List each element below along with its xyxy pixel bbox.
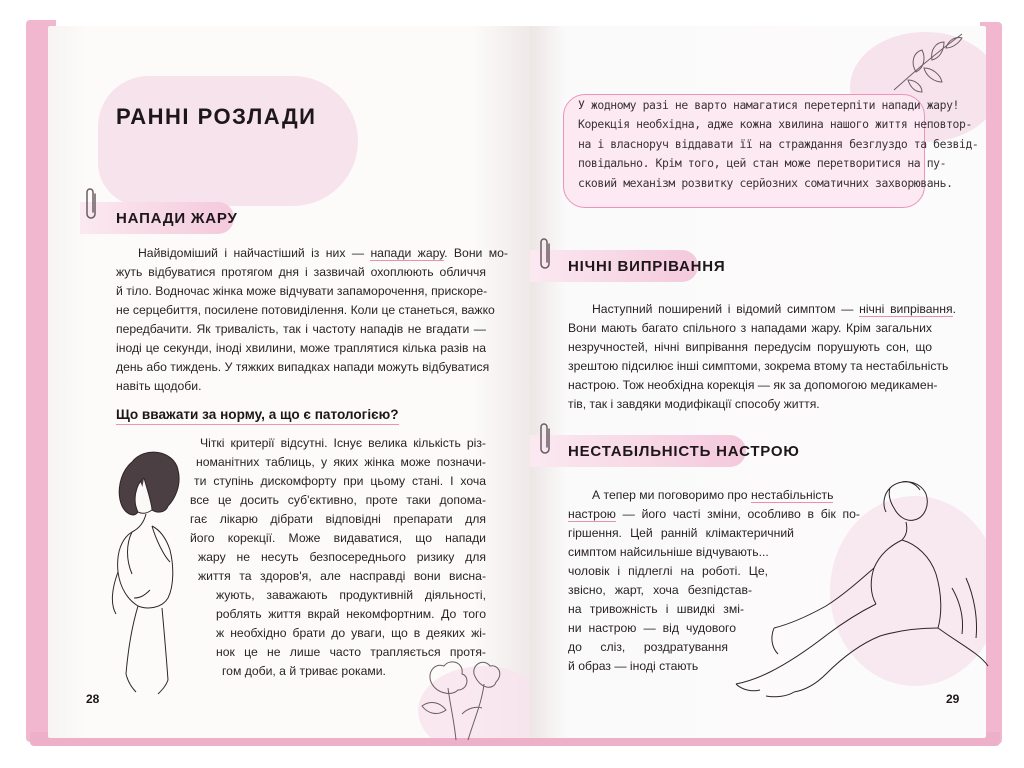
text-line: роблять життя вкрай некомфортним. До того — [216, 607, 486, 621]
flower-illustration — [412, 654, 508, 740]
highlighted-term: настрою — [568, 507, 616, 521]
text-line — [116, 301, 495, 320]
text-line — [568, 300, 956, 319]
night-sweats-paragraph — [568, 300, 956, 414]
text-line — [568, 638, 728, 657]
text-segment: й образ — іноді стають — [568, 659, 699, 673]
text-segment: до сліз, роздратування — [568, 640, 728, 654]
text-line: його корекції. Може видаватися, що напади — [190, 531, 486, 545]
text-line — [568, 600, 744, 619]
text-line — [568, 657, 716, 676]
text-segment: . — [952, 302, 956, 316]
text-line — [116, 339, 486, 358]
callout-text — [578, 96, 979, 193]
text-line — [116, 244, 508, 263]
text-segment: Вони мають багато спільного з нападами жару. Крім загальних — [568, 321, 932, 335]
callout-line: на і власноруч віддавати її на страждання безглуздо та безвід- — [578, 136, 979, 151]
text-line: жують, заважають продуктивній діяльності, — [216, 588, 486, 602]
text-segment: й тіло. Водночас жінка може відчувати запаморочення, прискоре- — [116, 284, 488, 298]
text-segment: передбачити. Як тривалість, так і частоту нападів не вгадати — — [116, 322, 486, 336]
highlighted-term: нічні випрівання — [859, 302, 953, 316]
text-segment: гіршення. Цей ранній клімактеричний — [568, 526, 794, 540]
text-line — [568, 395, 932, 414]
paperclip-icon — [538, 421, 554, 457]
text-segment: незручностей, нічні випрівання передусім порушують сон, що — [568, 340, 932, 354]
text-segment: навіть щодоби. — [116, 379, 202, 393]
text-segment: тів, так і завдяки модифікації способу життя. — [568, 397, 820, 411]
text-segment: настрою. Тож необхідна корекція — як за допомогою медикамен- — [568, 378, 938, 392]
highlighted-term: нестабільність — [750, 488, 834, 502]
hot-flashes-paragraph — [116, 244, 508, 396]
norm-paragraph — [0, 434, 490, 681]
text-segment: на тривожність і швидкі змі- — [568, 602, 744, 616]
text-line — [116, 282, 486, 301]
text-line: все це досить суб'єктивно, проте таки допома- — [190, 493, 486, 507]
text-segment: Найвідоміший і найчастіший із них — — [138, 246, 371, 260]
text-line — [568, 581, 752, 600]
text-segment: жуть відбуватися протягом дня і зазвичай охоплюють обличчя — [116, 265, 486, 279]
text-segment: не серцебиття, посилене потовиділення. Коли це станеться, важко — [116, 303, 495, 317]
text-segment: зрештою підсилює інші симптоми, зокрема втому та нестабільність — [568, 359, 949, 373]
text-line — [116, 320, 486, 339]
woman-illustration — [92, 448, 204, 698]
text-line: жару не несуть безпосереднього ризику для — [198, 550, 486, 564]
paperclip-icon — [84, 186, 100, 222]
page-number-right: 29 — [946, 692, 960, 706]
chapter-title: РАННІ РОЗЛАДИ — [116, 104, 317, 129]
page-number-left: 28 — [86, 692, 100, 706]
text-segment: симптом найсильніше відчувають... — [568, 545, 769, 559]
text-line: ти ступінь дискомфорту при цьому стані. І хоча — [194, 474, 486, 488]
text-line: життя та здоров'я, але насправді вони висна- — [198, 569, 486, 583]
text-line — [116, 358, 490, 377]
woman-sitting-illustration — [730, 478, 992, 700]
text-segment: чоловік і підлеглі на роботі. Це, — [568, 564, 768, 578]
text-segment: А тепер ми поговоримо про — [592, 488, 751, 502]
text-segment: день або тиждень. У тяжких випадках напади можуть відбуватися — [116, 360, 490, 374]
text-segment: Наступний поширений і відомий симптом — — [592, 302, 860, 316]
decor-blob — [98, 76, 358, 206]
text-line — [568, 357, 949, 376]
leaf-branch-illustration — [888, 28, 968, 96]
text-line: нок це не лише часто трапляється протя- — [216, 645, 486, 659]
text-segment: звісно, жарт, хоча безпідстав- — [568, 583, 752, 597]
callout-line: сковий механізм розвитку серйозних соматичних захворювань. — [578, 175, 953, 190]
text-line — [116, 263, 486, 282]
text-line: Чіткі критерії відсутні. Існує велика кількість різ- — [200, 436, 486, 450]
text-segment: іноді це секунди, іноді хвилини, може траплятися кілька разів на — [116, 341, 486, 355]
section-title-hot-flashes: НАПАДИ ЖАРУ — [116, 210, 238, 227]
highlighted-term: напади жару — [370, 246, 445, 260]
text-segment: ни настрою — від чудового — [568, 621, 736, 635]
text-line: ж необхідно брати до уваги, що в деяких жі- — [216, 626, 486, 640]
section-title-night-sweats: НІЧНІ ВИПРІВАННЯ — [568, 258, 726, 275]
text-line: гає лікарю дібрати відповідні препарати для — [190, 512, 486, 526]
text-line — [116, 377, 486, 396]
callout-line: Корекція необхідна, адже кожна хвилина нашого життя неповтор- — [578, 117, 972, 132]
text-segment: — його часті зміни, особливо в бік по- — [615, 507, 860, 521]
paperclip-icon — [538, 236, 554, 272]
text-segment: . Вони мо- — [444, 246, 508, 260]
text-line — [568, 319, 932, 338]
section-title-mood-instability: НЕСТАБІЛЬНІСТЬ НАСТРОЮ — [568, 443, 800, 460]
text-line — [568, 338, 932, 357]
callout-line: У жодному разі не варто намагатися перетерпіти напади жару! — [578, 98, 960, 112]
callout-line: повідально. Крім того, цей стан може перетворитися на пу- — [578, 156, 947, 171]
text-line: гом доби, а й триває роками. — [222, 664, 386, 678]
text-line: номанітних таблиць, у яких жінка може позначи- — [196, 455, 486, 469]
text-line — [568, 619, 736, 638]
subheading-norm-vs-pathology: Що вважати за норму, а що є патологією? — [116, 407, 399, 425]
text-line — [568, 376, 938, 395]
